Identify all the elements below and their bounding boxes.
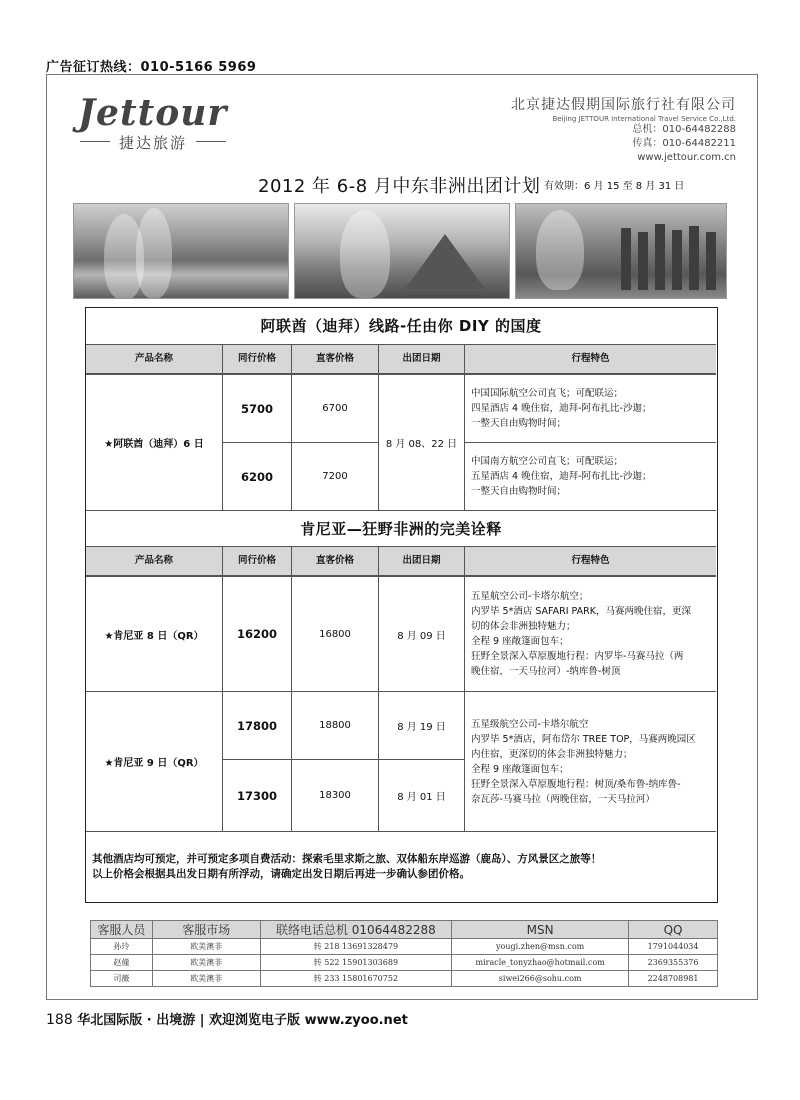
- company-phone: 总机：010-64482288: [632, 124, 736, 135]
- uae-row1-direct-price: 6700: [291, 374, 378, 442]
- product-uae-6d: ★阿联酋（迪拜）6 日: [86, 374, 222, 510]
- header-product: 产品名称: [134, 555, 173, 566]
- header-direct-price: 直客价格: [291, 547, 378, 575]
- company-name-en: Beijing JETTOUR International Travel Service Co.,Ltd.: [552, 115, 736, 123]
- table-row: [91, 955, 718, 971]
- product-kenya-8d: ★肯尼亚 8 日（QR）: [86, 576, 222, 691]
- contact-phone: 转 233 15801670752: [260, 971, 452, 987]
- table-header-uae: [86, 344, 716, 374]
- photo-woman-temple: [515, 203, 727, 299]
- page-footer: [46, 1009, 408, 1028]
- kenya9-row2-peer-price: 17300: [222, 759, 291, 831]
- contact-name: 赵僮: [91, 955, 153, 971]
- contact-name: 孙玲: [91, 939, 153, 955]
- photo-women-nile: [73, 203, 289, 299]
- photo-woman-pyramid: [294, 203, 510, 299]
- table-header-kenya: [86, 546, 716, 576]
- contact-qq: 1791044034: [629, 939, 718, 955]
- kenya9-row2-date: 8 月 01 日: [378, 759, 464, 831]
- header-date: 出团日期: [378, 547, 464, 575]
- contact-header: 客服市场: [152, 921, 260, 939]
- kenya8-peer-price: 16200: [222, 576, 291, 691]
- contact-header: 客服人员: [91, 921, 153, 939]
- contact-market: 欧美澳非: [152, 955, 260, 971]
- company-info: [511, 94, 736, 165]
- table-row: [91, 939, 718, 955]
- kenya9-row1-date: 8 月 19 日: [378, 691, 464, 759]
- contact-name: 司薇: [91, 971, 153, 987]
- header-feature: 行程特色: [464, 345, 716, 373]
- uae-departure-date: 8 月 08、22 日: [378, 374, 464, 510]
- page-title: 2012 年 6-8 月中东非洲出团计划: [258, 176, 541, 197]
- contact-market: 欧美澳非: [152, 971, 260, 987]
- itinerary-table: [85, 307, 718, 903]
- kenya9-row1-peer-price: 17800: [222, 691, 291, 759]
- header-product: 产品名称: [134, 353, 173, 364]
- header-date: 出团日期: [378, 345, 464, 373]
- uae-row1-peer-price: 5700: [222, 374, 291, 442]
- logo-subtitle: 捷达旅游: [78, 132, 228, 153]
- kenya8-departure-date: 8 月 09 日: [378, 576, 464, 691]
- note-line-2: 以上价格会根据具出发日期有所浮动，请确定出发日期后再进一步确认参团价格。: [92, 868, 470, 880]
- contact-msn[interactable]: miracle_tonyzhao@hotmail.com: [452, 955, 629, 971]
- section-title-uae: 阿联酋（迪拜）线路-任由你 DIY 的国度: [260, 317, 542, 335]
- contact-header: 联络电话总机 01064482288: [260, 921, 452, 939]
- header-direct-price: 直客价格: [291, 345, 378, 373]
- uae-row2-features: 中国南方航空公司直飞；可配联运； 五星酒店 4 晚住宿，迪拜-阿布扎比-沙迦； 一整天自由购物时间；: [464, 442, 716, 510]
- contact-qq: 2248708981: [629, 971, 718, 987]
- ad-hotline: 广告征订热线：010-5166 5969: [46, 60, 257, 75]
- contact-phone: 转 522 15901303689: [260, 955, 452, 971]
- validity-period: 有效期：6 月 15 至 8 月 31 日: [544, 181, 685, 192]
- uae-row2-peer-price: 6200: [222, 442, 291, 510]
- logo-wordmark: Jettour: [78, 92, 228, 134]
- contact-msn[interactable]: siwei266@sohu.com: [452, 971, 629, 987]
- contact-phone: 转 218 13691328479: [260, 939, 452, 955]
- header-peer-price: 同行价格: [222, 345, 291, 373]
- page-number: 188: [46, 1012, 73, 1028]
- uae-row1-features: 中国国际航空公司直飞；可配联运； 四星酒店 4 晚住宿，迪拜-阿布扎比-沙迦； 一整天自由购物时间；: [464, 374, 716, 442]
- kenya9-row1-direct-price: 18800: [291, 691, 378, 759]
- kenya8-direct-price: 16800: [291, 576, 378, 691]
- company-fax: 传真：010-64482211: [632, 138, 736, 149]
- kenya8-features: 五星航空公司-卡塔尔航空； 内罗毕 5*酒店 SAFARI PARK，马赛两晚住宿，更深 切的体会非洲独特魅力； 全程 9 座敞篷面包车； 狂野全景深入草原腹地行程：内罗毕-马赛马拉（两 晚住宿，一天马拉河）-纳库鲁-树顶: [464, 576, 716, 691]
- section-title-kenya: 肯尼亚—狂野非洲的完美诠释: [86, 510, 716, 546]
- table-row: [91, 971, 718, 987]
- kenya9-features: 五星级航空公司-卡塔尔航空 内罗毕 5*酒店，阿布岱尔 TREE TOP，马赛两晚园区 内住宿，更深切的体会非洲独特魅力； 全程 9 座敞篷面包车； 狂野全景深入草原腹地行程：树顶/桑布鲁-纳库鲁- 奈瓦莎-马赛马拉（两晚住宿，一天马拉河）: [464, 691, 716, 831]
- company-website[interactable]: www.jettour.com.cn: [637, 152, 736, 163]
- header-peer-price: 同行价格: [222, 547, 291, 575]
- contact-header: QQ: [629, 921, 718, 939]
- uae-row2-direct-price: 7200: [291, 442, 378, 510]
- contact-msn[interactable]: yougi.zhen@msn.com: [452, 939, 629, 955]
- footer-text: 华北国际版 · 出境游 | 欢迎浏览电子版 www.zyoo.net: [77, 1013, 408, 1028]
- contact-market: 欧美澳非: [152, 939, 260, 955]
- kenya9-row2-direct-price: 18300: [291, 759, 378, 831]
- contact-header: MSN: [452, 921, 629, 939]
- contact-table: [90, 920, 718, 987]
- jettour-logo: [78, 92, 228, 152]
- company-name-cn: 北京捷达假期国际旅行社有限公司: [511, 97, 736, 113]
- contact-header-row: [91, 921, 718, 939]
- header-feature: 行程特色: [464, 547, 716, 575]
- note-line-1: 其他酒店均可预定，并可预定多项自费活动：探索毛里求斯之旅、双体船东岸巡游（鹿岛）、方风景区之旅等！: [92, 853, 602, 865]
- contact-qq: 2369355376: [629, 955, 718, 971]
- product-kenya-9d: ★肯尼亚 9 日（QR）: [86, 691, 222, 831]
